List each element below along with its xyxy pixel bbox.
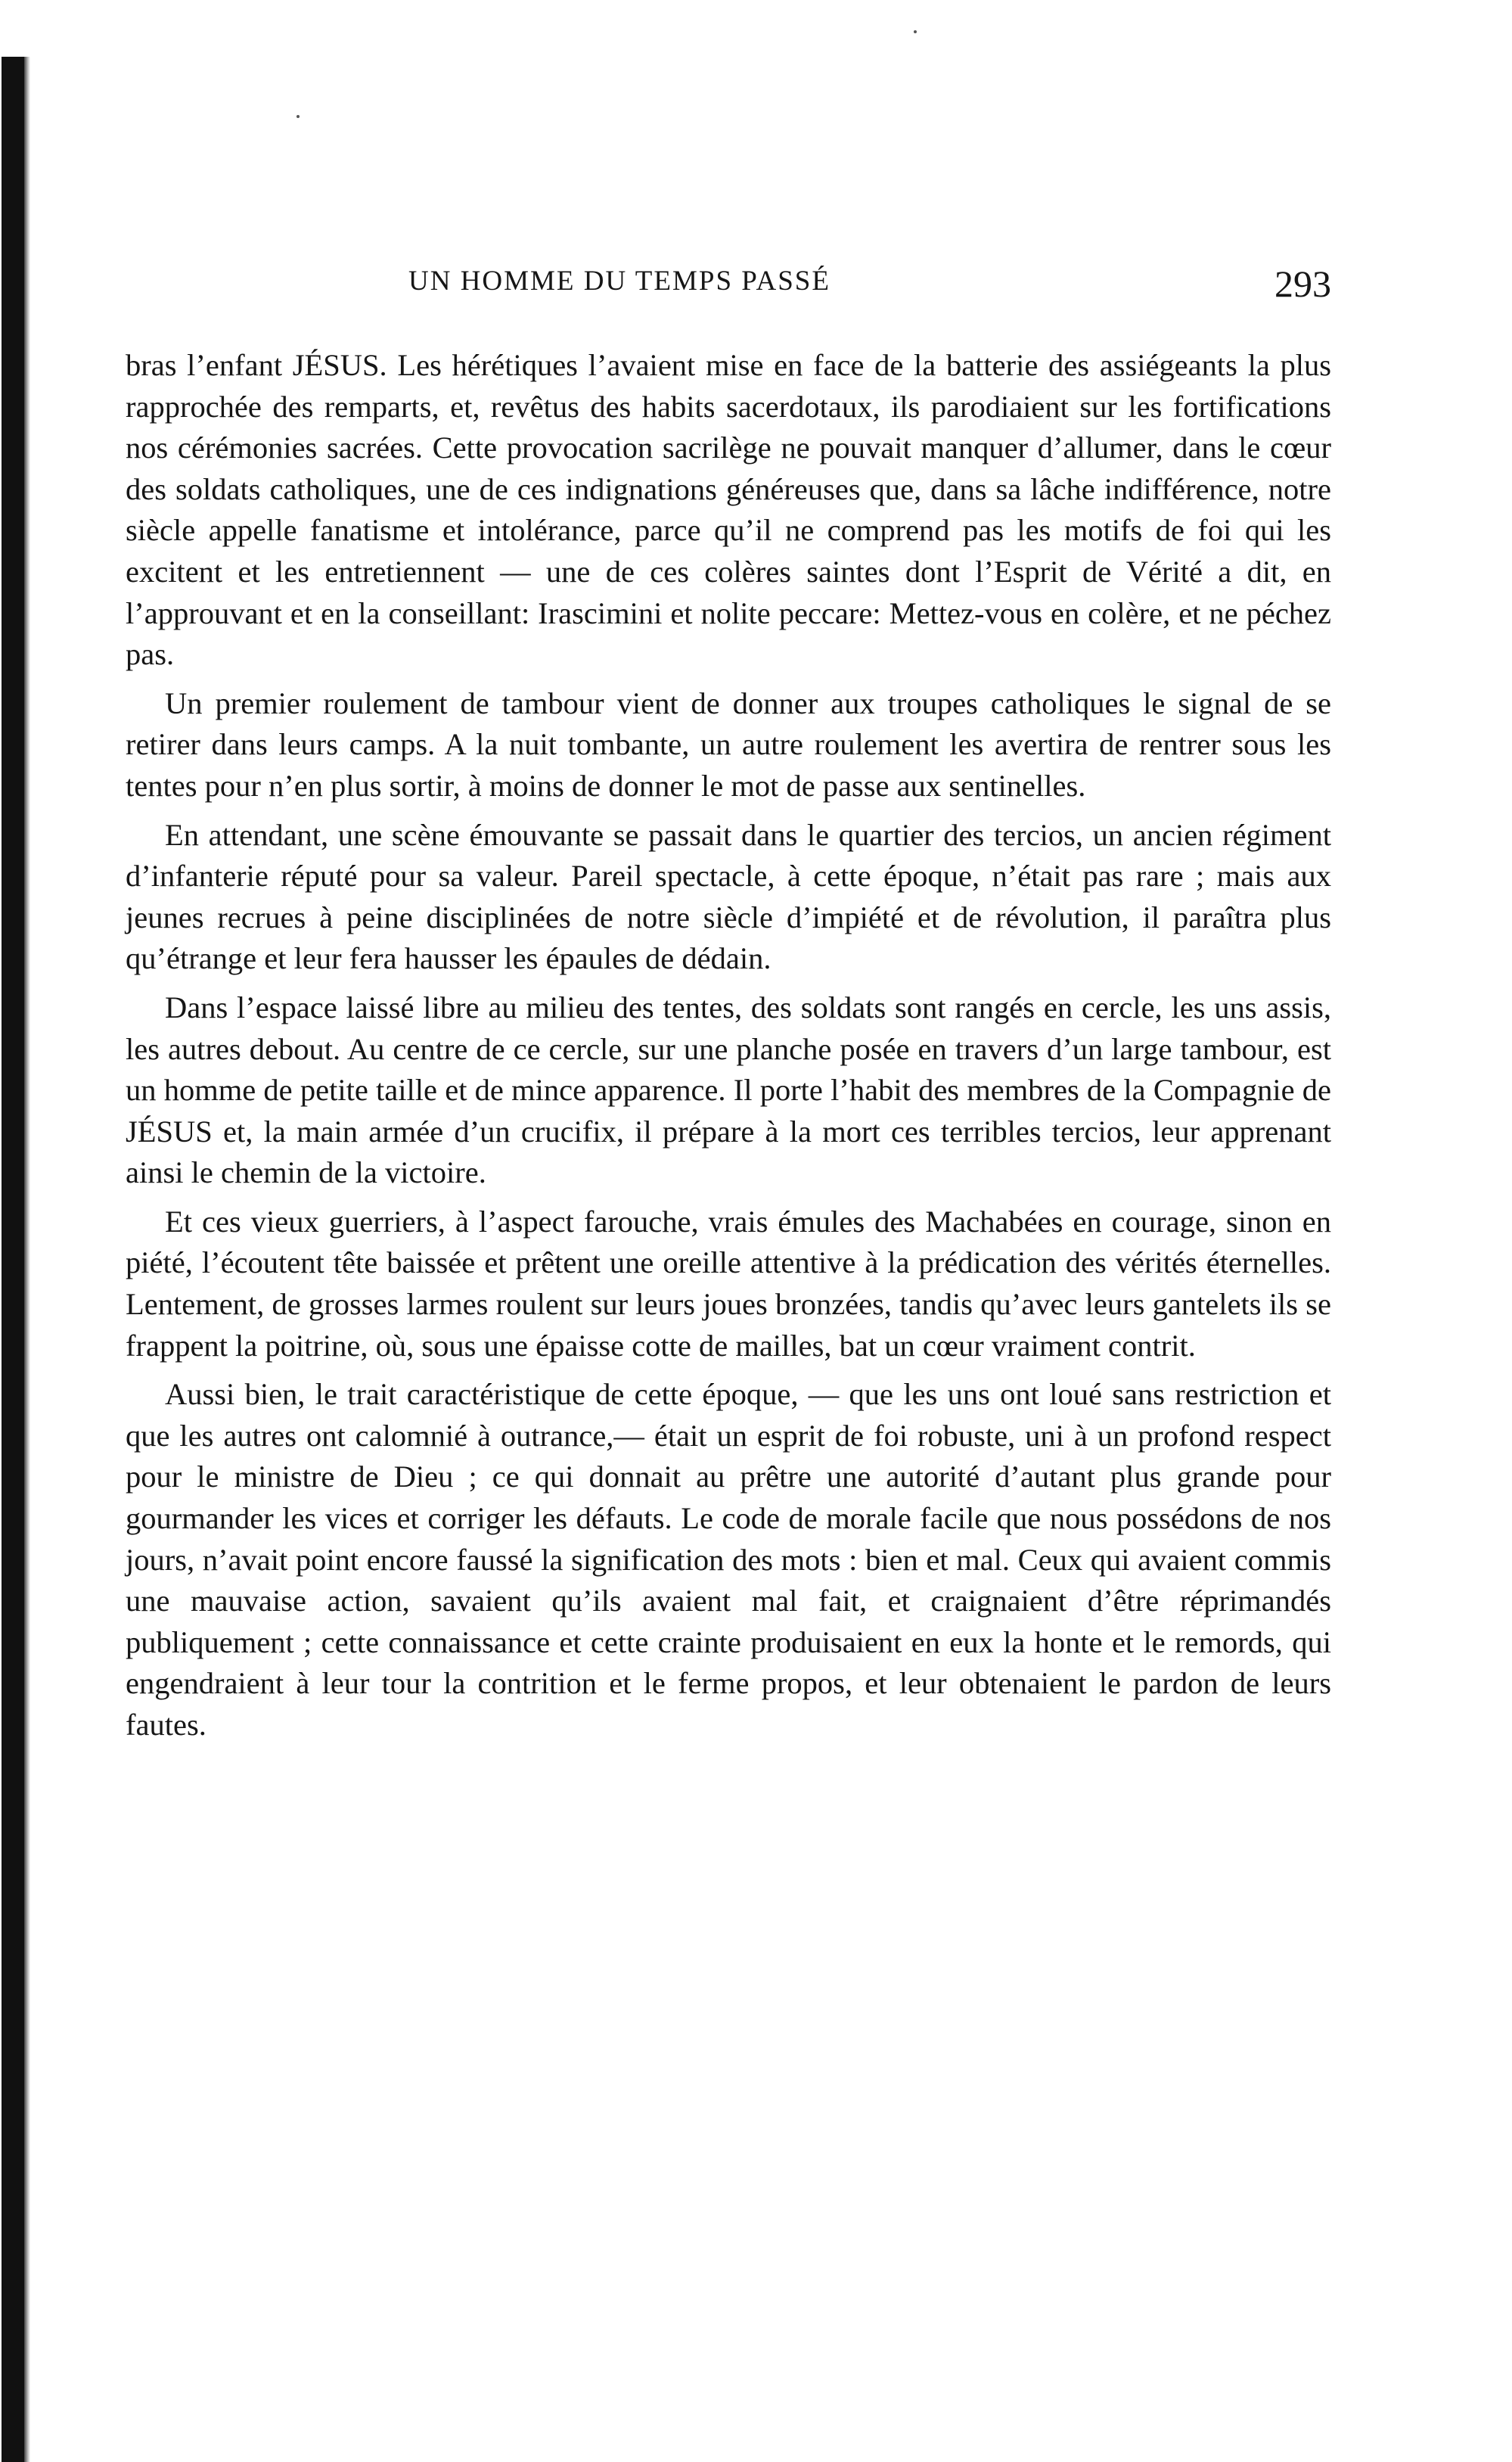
paragraph: En attendant, une scène émouvante se passait dans le quartier des tercios, un ancien régiment d’infanterie réputé pour sa valeur. Pareil spectacle, à cette époque, n’était pas rare ; mais aux jeunes recrues à peine disciplinées de notre siècle d’impiété et de révolution, il paraîtra plus qu’étrange et leur fera hausser les épaules de dédain. bbox=[126, 817, 1331, 976]
paragraph: Dans l’espace laissé libre au milieu des tentes, des soldats sont rangés en cercle, les uns assis, les autres debout. Au centre de ce cercle, sur une planche posée en travers d’un large tambour, est un homme de petite taille et de mince apparence. Il porte l’habit des membres de la Compagnie de JÉSUS et, la main armée d’un crucifix, il prépare à la mort ces terribles tercios, leur apprenant ainsi le chemin de la victoire. bbox=[126, 990, 1331, 1190]
scan-binding-edge bbox=[2, 57, 24, 2462]
page-header bbox=[121, 265, 1331, 310]
paragraph: Aussi bien, le trait caractéristique de cette époque, — que les uns ont loué sans restriction et que les autres ont calomnié à outrance,— était un esprit de foi robuste, uni à un profond respect pour le ministre de Dieu ; ce qui donnait au prêtre une autorité d’autant plus grande pour gourmander les vices et corriger les défauts. Le code de morale facile que nous possédons de nos jours, n’avait point encore faussé la signification des mots : bien et mal. Ceux qui avaient commis une mauvaise action, savaient qu’ils avaient mal fait, et craignaient d’être réprimandés publiquement ; cette connaissance et cette crainte produisaient en eux la honte et le remords, qui engendraient à leur tour la contrition et le ferme propos, et leur obtenaient le pardon de leurs fautes. bbox=[126, 1377, 1331, 1742]
scan-speck bbox=[914, 30, 917, 33]
paragraph: Un premier roulement de tambour vient de donner aux troupes catholiques le signal de se retirer dans leurs camps. A la nuit tombante, un autre roulement les avertira de rentrer sous les tentes pour n’en plus sortir, à moins de donner le mot de passe aux sentinelles. bbox=[126, 685, 1331, 803]
page-number: 293 bbox=[1274, 263, 1331, 305]
running-title: UN HOMME DU TEMPS PASSÉ bbox=[408, 266, 831, 297]
paragraph: Et ces vieux guerriers, à l’aspect farouche, vrais émules des Machabées en courage, sinon en piété, l’écoutent tête baissée et prêtent une oreille attentive à la prédication des vérités éternelles. Lentement, de grosses larmes roulent sur leurs joues bronzées, tandis qu’avec leurs gantelets ils se frappent la poitrine, où, sous une épaisse cotte de mailles, bat un cœur vraiment contrit. bbox=[126, 1204, 1331, 1363]
page-body bbox=[126, 345, 1331, 1754]
paragraph: bras l’enfant JÉSUS. Les hérétiques l’avaient mise en face de la batterie des assiégeants la plus rapprochée des remparts, et, revêtus des habits sacerdotaux, ils parodiaient sur les fortifications nos cérémonies sacrées. Cette provocation sacrilège ne pouvait manquer d’allumer, dans le cœur des soldats catholiques, une de ces indignations généreuses que, dans sa lâche indifférence, notre siècle appelle fanatisme et intolérance, parce qu’il ne comprend pas les motifs de foi qui les excitent et les entretiennent — une de ces colères saintes dont l’Esprit de Vérité a dit, en l’approuvant et en la conseillant: Irascimini et nolite peccare: Mettez-vous en colère, et ne péchez pas. bbox=[126, 348, 1331, 672]
scan-speck bbox=[297, 115, 300, 118]
scan-binding-shadow bbox=[24, 57, 30, 2462]
